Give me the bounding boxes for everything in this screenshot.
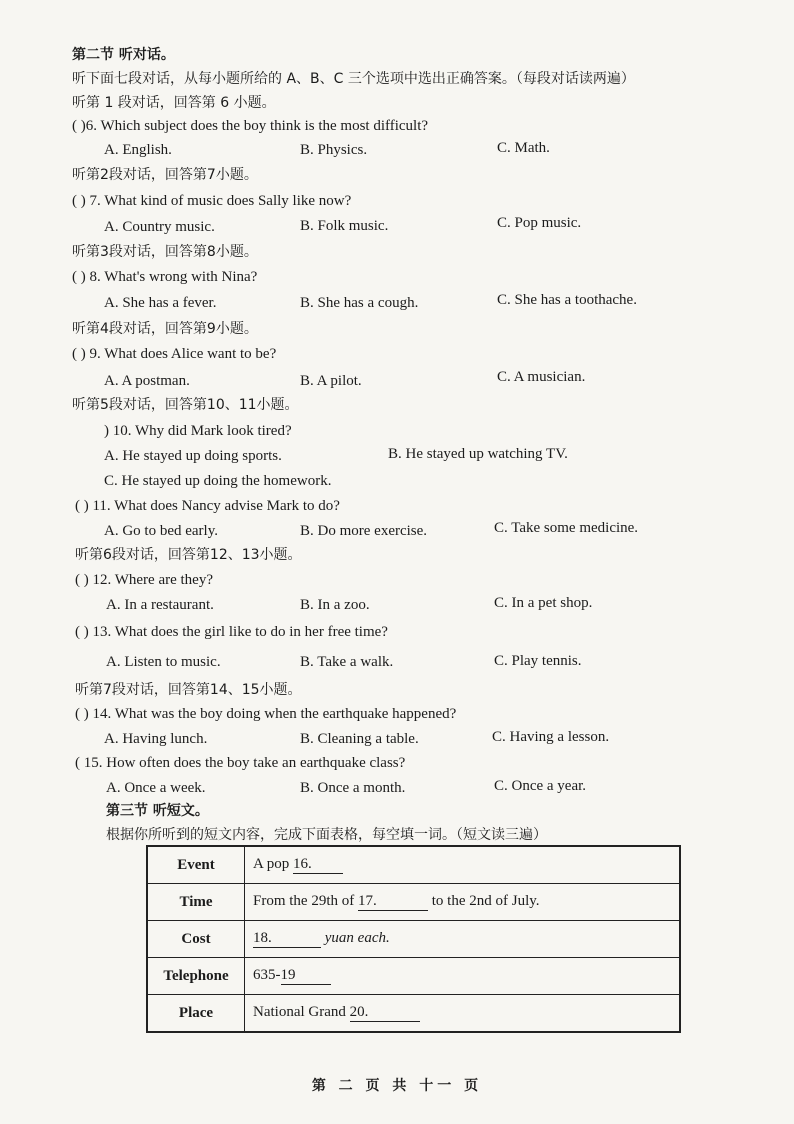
section3-title: 第三节 听短文。 xyxy=(106,803,209,819)
row-label-time: Time xyxy=(147,884,245,921)
question-11-option-a: A. Go to bed early. xyxy=(104,523,218,539)
blank-18[interactable] xyxy=(253,930,321,948)
row-label-event: Event xyxy=(147,846,245,884)
blank-number: 19 xyxy=(280,967,296,983)
question-10-option-c: C. He stayed up doing the homework. xyxy=(104,473,332,489)
question-7-option-b: B. Folk music. xyxy=(300,218,389,234)
question-15-option-c: C. Once a year. xyxy=(494,778,587,794)
row-content-time xyxy=(245,884,681,921)
listening-table xyxy=(146,845,681,1033)
question-6-option-a: A. English. xyxy=(104,142,172,158)
section2-instruction: 听下面七段对话，从每小题所给的 A、B、C 三个选项中选出正确答案。（每段对话读两遍） xyxy=(72,71,635,87)
section2-title: 第二节 听对话。 xyxy=(72,47,175,63)
question-10-option-b: B. He stayed up watching TV. xyxy=(388,446,568,462)
table-row xyxy=(147,884,680,921)
row-content-event xyxy=(245,846,681,884)
question-11-option-c: C. Take some medicine. xyxy=(494,520,639,536)
question-13-stem: ( ) 13. What does the girl like to do in her free time? xyxy=(75,624,388,640)
cell-text: National Grand xyxy=(253,1004,350,1020)
blank-19[interactable] xyxy=(281,967,331,985)
question-14-option-a: A. Having lunch. xyxy=(104,731,208,747)
blank-17[interactable] xyxy=(358,893,428,911)
dialogue-4-intro: 听第4段对话，回答第9小题。 xyxy=(72,321,258,337)
question-6-option-c: C. Math. xyxy=(497,140,550,156)
blank-number: 18. xyxy=(253,930,272,946)
section3-instruction: 根据你所听到的短文内容，完成下面表格，每空填一词。（短文读三遍） xyxy=(106,827,547,843)
question-6-option-b: B. Physics. xyxy=(300,142,368,158)
cell-text: A pop xyxy=(253,856,294,872)
blank-20[interactable] xyxy=(350,1004,420,1022)
question-9-option-b: B. A pilot. xyxy=(300,373,362,389)
question-7-option-c: C. Pop music. xyxy=(497,215,582,231)
dialogue-3-intro: 听第3段对话，回答第8小题。 xyxy=(72,244,258,260)
row-label-telephone: Telephone xyxy=(147,958,245,995)
dialogue-1-intro: 听第 1 段对话，回答第 6 小题。 xyxy=(72,95,276,111)
table-row xyxy=(147,958,680,995)
row-content-place xyxy=(245,995,681,1033)
question-6-stem: ( )6. Which subject does the boy think is the most difficult? xyxy=(72,118,429,134)
question-9-option-c: C. A musician. xyxy=(497,369,586,385)
question-9-stem: ( ) 9. What does Alice want to be? xyxy=(72,346,277,362)
table-row xyxy=(147,921,680,958)
question-15-option-b: B. Once a month. xyxy=(300,780,406,796)
dialogue-6-intro: 听第6段对话，回答第12、13小题。 xyxy=(75,547,302,563)
question-14-stem: ( ) 14. What was the boy doing when the earthquake happened? xyxy=(75,706,457,722)
cell-text: to the 2nd of July. xyxy=(428,893,540,909)
cell-text: 635- xyxy=(253,967,281,983)
question-8-option-a: A. She has a fever. xyxy=(104,295,217,311)
row-content-telephone xyxy=(245,958,681,995)
question-15-option-a: A. Once a week. xyxy=(106,780,206,796)
cell-text: yuan each. xyxy=(321,930,390,946)
dialogue-5-intro: 听第5段对话，回答第10、11小题。 xyxy=(72,397,299,413)
question-8-option-b: B. She has a cough. xyxy=(300,295,419,311)
cell-text: From the 29th of xyxy=(253,893,358,909)
blank-number: 17. xyxy=(358,893,377,909)
dialogue-7-intro: 听第7段对话，回答第14、15小题。 xyxy=(75,682,302,698)
question-8-option-c: C. She has a toothache. xyxy=(497,292,637,308)
row-label-place: Place xyxy=(147,995,245,1033)
question-13-option-b: B. Take a walk. xyxy=(300,654,394,670)
question-8-stem: ( ) 8. What's wrong with Nina? xyxy=(72,269,258,285)
question-11-option-b: B. Do more exercise. xyxy=(300,523,428,539)
question-11-stem: ( ) 11. What does Nancy advise Mark to do? xyxy=(75,498,340,514)
question-13-option-a: A. Listen to music. xyxy=(106,654,221,670)
question-12-option-a: A. In a restaurant. xyxy=(106,597,214,613)
blank-16[interactable] xyxy=(293,856,343,874)
dialogue-2-intro: 听第2段对话，回答第7小题。 xyxy=(72,167,258,183)
row-label-cost: Cost xyxy=(147,921,245,958)
blank-number: 16. xyxy=(293,856,312,872)
question-12-stem: ( ) 12. Where are they? xyxy=(75,572,213,588)
question-10-stem: ) 10. Why did Mark look tired? xyxy=(104,423,292,439)
question-15-stem: ( 15. How often does the boy take an earthquake class? xyxy=(75,755,406,771)
question-9-option-a: A. A postman. xyxy=(104,373,190,389)
table-row xyxy=(147,846,680,884)
question-7-option-a: A. Country music. xyxy=(104,219,215,235)
question-14-option-b: B. Cleaning a table. xyxy=(300,731,419,747)
page-footer: 第 二 页 共 十一 页 xyxy=(311,1078,483,1094)
table-row xyxy=(147,995,680,1033)
question-10-option-a: A. He stayed up doing sports. xyxy=(104,448,282,464)
question-12-option-c: C. In a pet shop. xyxy=(494,595,593,611)
blank-number: 20. xyxy=(349,1004,369,1020)
question-12-option-b: B. In a zoo. xyxy=(300,597,370,613)
question-7-stem: ( ) 7. What kind of music does Sally like now? xyxy=(72,193,352,209)
row-content-cost xyxy=(245,921,681,958)
question-14-option-c: C. Having a lesson. xyxy=(492,729,610,745)
question-13-option-c: C. Play tennis. xyxy=(494,653,582,669)
